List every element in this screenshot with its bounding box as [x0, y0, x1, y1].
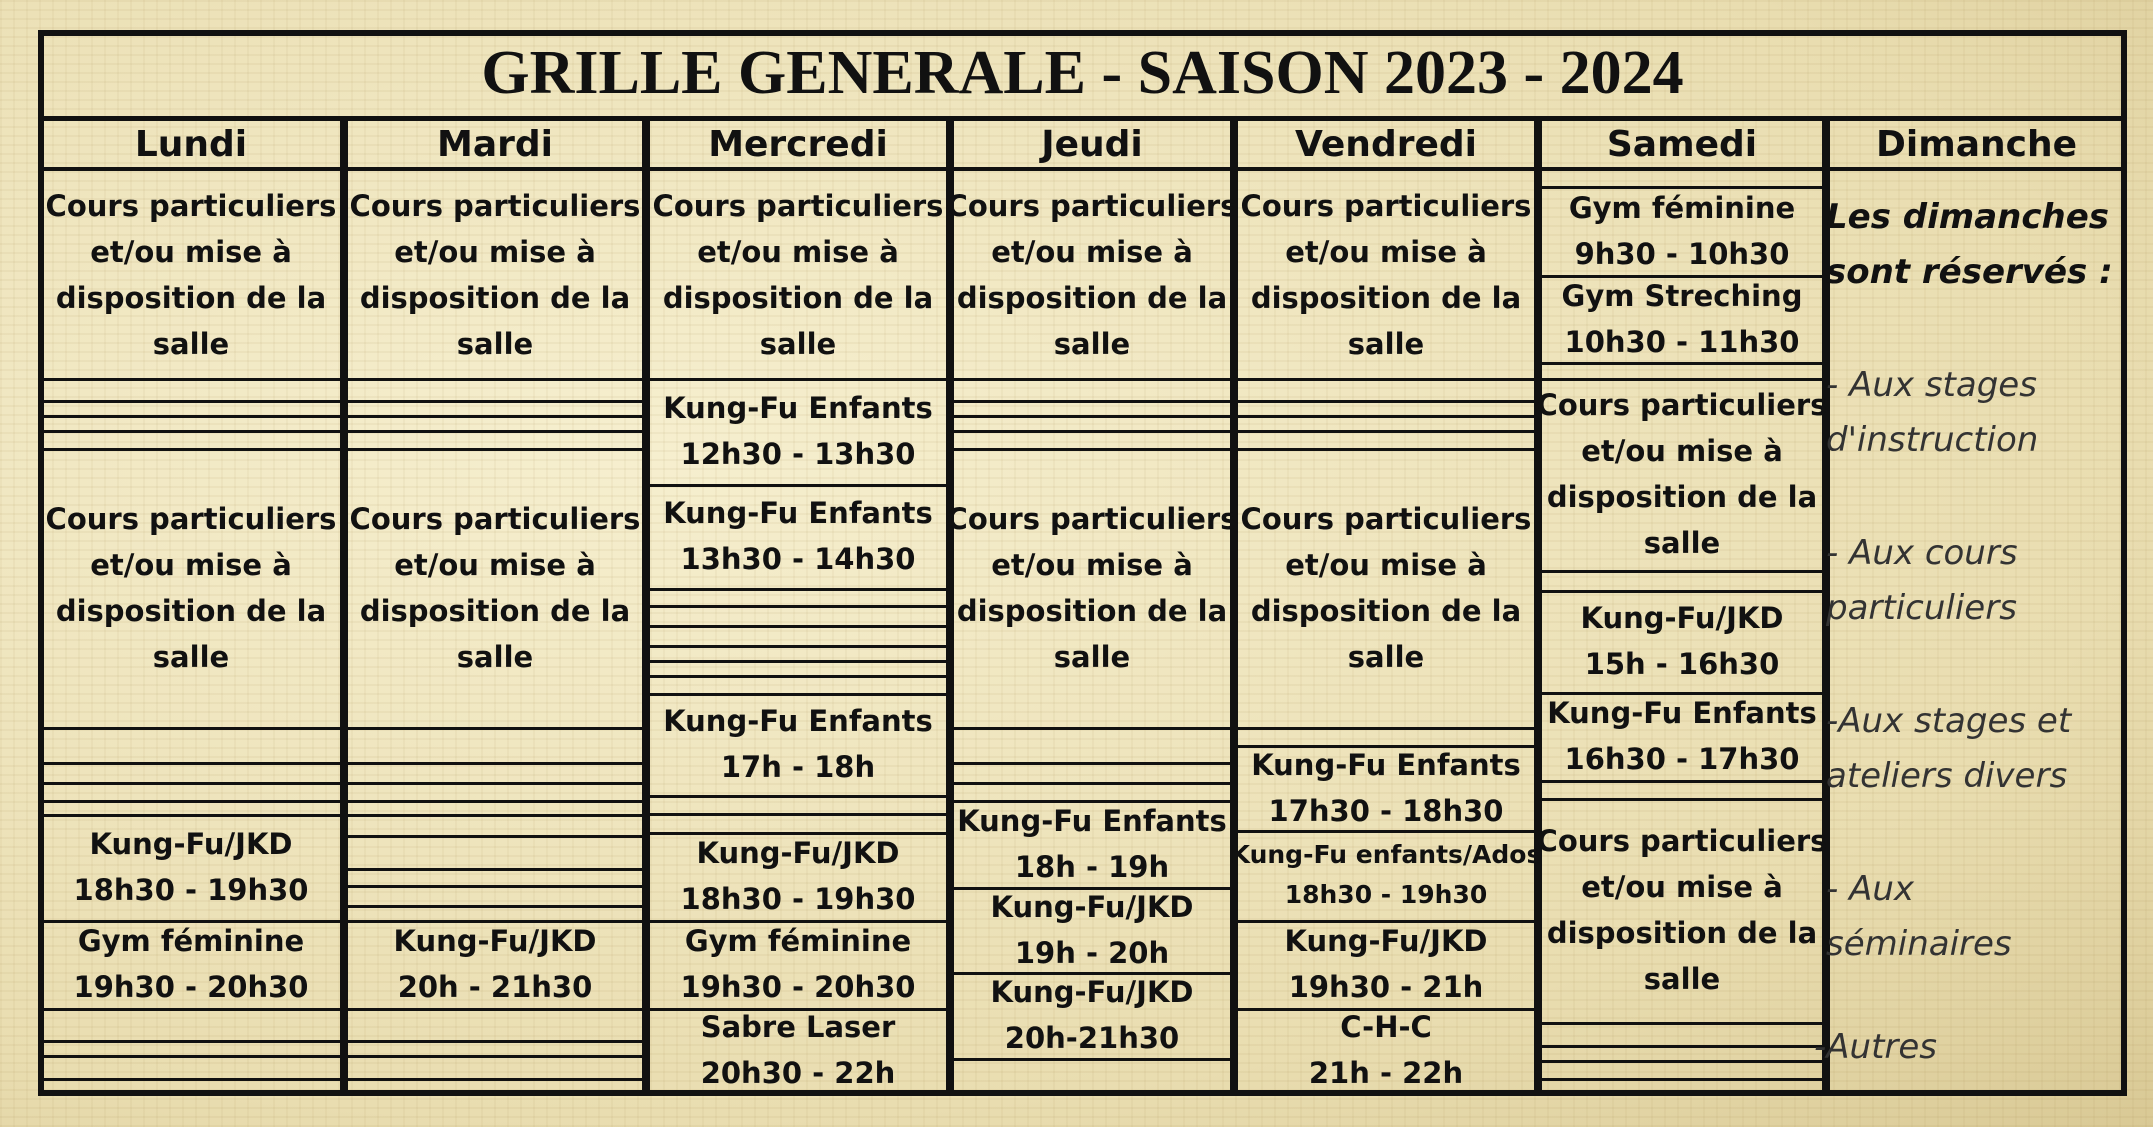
grid-line — [1542, 1045, 1822, 1048]
schedule-slot — [42, 814, 340, 920]
schedule-slot — [1536, 378, 1828, 570]
day-column-jeudi — [946, 171, 1238, 1092]
schedule-slot — [650, 1008, 946, 1092]
grid-line — [954, 415, 1230, 418]
slot-text: disposition de la — [1250, 280, 1522, 315]
grid-line — [954, 782, 1230, 785]
grid-line — [348, 885, 642, 888]
slot-text: Kung-Fu/JKD — [990, 975, 1194, 1009]
slot-text: 12h30 - 13h30 — [680, 437, 916, 471]
schedule-slot — [650, 171, 946, 378]
grid-line — [348, 762, 642, 765]
day-header-vendredi: Vendredi — [1234, 121, 1538, 171]
grid-line — [42, 782, 340, 785]
slot-text: et/ou mise à — [1581, 434, 1783, 468]
grid-line — [348, 400, 642, 403]
slot-text: Kung-Fu Enfants — [1251, 747, 1521, 782]
slot-text: 18h30 - 19h30 — [73, 873, 309, 907]
day-header-mardi: Mardi — [344, 121, 646, 171]
slot-text: 19h30 - 21h — [1288, 970, 1484, 1004]
slot-text: salle — [1643, 962, 1721, 996]
grid-line — [1238, 430, 1534, 433]
sunday-item: - Aux cours particuliers — [1826, 533, 2018, 628]
slot-text: Kung-Fu Enfants — [1547, 696, 1817, 730]
schedule-slot — [1542, 590, 1822, 692]
day-column-lundi — [38, 171, 344, 1092]
grid-line — [954, 400, 1230, 403]
schedule-slot — [946, 171, 1238, 378]
grid-line — [650, 625, 946, 628]
day-header-samedi: Samedi — [1538, 121, 1826, 171]
grid-line — [954, 430, 1230, 433]
slot-text: et/ou mise à — [394, 547, 596, 582]
grid-line — [348, 378, 642, 381]
slot-text: disposition de la — [956, 593, 1228, 628]
slot-text: disposition de la — [55, 593, 327, 628]
grid-line — [348, 1078, 642, 1081]
slot-text: Cours particuliers — [45, 501, 337, 536]
slot-text: salle — [152, 639, 230, 674]
slot-text: salle — [1347, 639, 1425, 674]
schedule-slot — [954, 887, 1230, 972]
slot-text: et/ou mise à — [1285, 547, 1487, 582]
slot-text: Cours particuliers — [1240, 501, 1532, 536]
slot-text: Gym féminine — [684, 924, 912, 958]
grid-line — [348, 835, 642, 838]
slot-text: Kung-Fu/JKD — [393, 924, 597, 958]
slot-text: Kung-Fu/JKD — [990, 889, 1194, 924]
sunday-notes — [1814, 190, 2126, 1075]
slot-text: Gym féminine — [1568, 190, 1796, 225]
grid-line — [650, 675, 946, 678]
grid-line — [42, 762, 340, 765]
slot-text: Cours particuliers — [946, 501, 1238, 536]
sunday-item: -Aux stages et ateliers divers — [1826, 701, 2072, 796]
slot-text: salle — [1643, 526, 1721, 560]
grid-line — [348, 782, 642, 785]
slot-text: salle — [1347, 326, 1425, 361]
grid-line — [1238, 400, 1534, 403]
schedule-slot — [954, 972, 1230, 1058]
slot-text: 20h-21h30 — [1004, 1021, 1180, 1055]
slot-text: 21h - 22h — [1308, 1056, 1464, 1090]
slot-text: Kung-Fu Enfants — [663, 496, 933, 530]
schedule-slot — [42, 448, 340, 727]
grid-line — [348, 814, 642, 817]
grid-line — [42, 430, 340, 433]
slot-text: 19h - 20h — [1014, 935, 1170, 970]
day-column-vendredi — [1230, 171, 1542, 1092]
schedule-slot — [348, 920, 642, 1008]
grid-line — [1542, 1060, 1822, 1063]
schedule-slot — [1238, 745, 1534, 830]
grid-line — [1542, 1078, 1822, 1081]
schedule-slot — [1542, 275, 1822, 362]
slot-text: et/ou mise à — [991, 547, 1193, 582]
day-header-mercredi: Mercredi — [646, 121, 950, 171]
schedule-slot — [348, 171, 642, 378]
slot-text: disposition de la — [1546, 916, 1818, 950]
slot-text: disposition de la — [359, 593, 631, 628]
day-column-mardi — [344, 171, 646, 1092]
grid-line — [650, 645, 946, 648]
day-header-lundi: Lundi — [38, 121, 344, 171]
grid-line — [42, 1040, 340, 1043]
grid-line — [1238, 415, 1534, 418]
slot-text: Cours particuliers — [946, 188, 1238, 223]
sunday-item: - Aux séminaires — [1826, 869, 2012, 964]
slot-text: 20h - 21h30 — [397, 970, 593, 1004]
grid-line — [954, 727, 1230, 730]
grid-line — [650, 605, 946, 608]
grid-line — [42, 1078, 340, 1081]
grid-line — [348, 1055, 642, 1058]
slot-text: 20h30 - 22h — [700, 1056, 896, 1090]
slot-text: 15h - 16h30 — [1584, 647, 1780, 681]
slot-text: Cours particuliers — [652, 188, 944, 223]
slot-text: 19h30 - 20h30 — [73, 970, 309, 1004]
schedule-slot — [42, 920, 340, 1008]
schedule-slot — [1542, 186, 1822, 275]
slot-text: C-H-C — [1340, 1010, 1432, 1044]
slot-text: disposition de la — [956, 280, 1228, 315]
schedule-slot — [1238, 1008, 1534, 1092]
grid-line — [1238, 727, 1534, 730]
schedule-slot — [946, 448, 1238, 727]
slot-text: Kung-Fu Enfants — [957, 803, 1227, 838]
grid-line — [650, 795, 946, 798]
schedule-slot — [42, 171, 340, 378]
day-column-samedi — [1538, 171, 1826, 1092]
sunday-item: - Aux stages d'instruction — [1826, 365, 2039, 460]
sunday-item: -Autres — [1814, 1027, 1938, 1067]
grid-line — [42, 800, 340, 803]
slot-text: Kung-Fu Enfants — [663, 391, 933, 425]
slot-text: salle — [1053, 326, 1131, 361]
grid-line — [1238, 378, 1534, 381]
grid-line — [954, 378, 1230, 381]
slot-text: 17h - 18h — [720, 750, 876, 784]
schedule-slot — [1230, 830, 1542, 920]
slot-text: Cours particuliers — [1240, 188, 1532, 223]
schedule-slot — [1238, 448, 1534, 727]
slot-text: Sabre Laser — [700, 1010, 896, 1044]
slot-text: disposition de la — [1250, 593, 1522, 628]
schedule-slot — [650, 484, 946, 588]
page-title: GRILLE GENERALE - SAISON 2023 - 2024 — [38, 30, 2127, 121]
slot-text: et/ou mise à — [1581, 870, 1783, 904]
slot-text: 19h30 - 20h30 — [680, 970, 916, 1004]
grid-line — [348, 727, 642, 730]
slot-text: 18h30 - 19h30 — [680, 882, 916, 916]
schedule-slot — [1542, 692, 1822, 780]
sunday-intro: Les dimanches sont réservés : — [1826, 197, 2113, 292]
slot-text: disposition de la — [1546, 480, 1818, 514]
schedule-slot — [650, 832, 946, 920]
slot-text: salle — [1053, 639, 1131, 674]
grid-line — [348, 800, 642, 803]
slot-text: et/ou mise à — [697, 234, 899, 269]
grid-line — [348, 415, 642, 418]
slot-text: et/ou mise à — [991, 234, 1193, 269]
grid-line — [348, 1040, 642, 1043]
slot-text: Kung-Fu/JKD — [89, 827, 293, 861]
grid-line — [348, 905, 642, 908]
grid-line — [1542, 570, 1822, 573]
slot-text: et/ou mise à — [1285, 234, 1487, 269]
slot-text: salle — [456, 326, 534, 361]
slot-text: 13h30 - 14h30 — [680, 542, 916, 576]
slot-text: salle — [152, 326, 230, 361]
grid-line — [42, 1055, 340, 1058]
grid-line — [348, 430, 642, 433]
grid-line — [650, 588, 946, 591]
slot-text: disposition de la — [55, 280, 327, 315]
slot-text: Cours particuliers — [1536, 824, 1828, 858]
day-column-mercredi — [646, 171, 950, 1092]
slot-text: Kung-Fu enfants/Ados — [1230, 840, 1542, 869]
slot-text: Cours particuliers — [1536, 388, 1828, 422]
slot-text: 17h30 - 18h30 — [1268, 793, 1504, 828]
slot-text: 16h30 - 17h30 — [1564, 742, 1800, 776]
slot-text: 9h30 - 10h30 — [1574, 236, 1790, 271]
day-header-dimanche: Dimanche — [1826, 121, 2127, 171]
slot-text: 10h30 - 11h30 — [1564, 324, 1800, 359]
slot-text: Kung-Fu/JKD — [1580, 601, 1784, 635]
schedule-slot — [954, 800, 1230, 887]
slot-text: Cours particuliers — [45, 188, 337, 223]
slot-text: Cours particuliers — [349, 501, 641, 536]
day-header-jeudi: Jeudi — [950, 121, 1234, 171]
grid-line — [42, 727, 340, 730]
schedule-slot — [1238, 920, 1534, 1008]
schedule-slot — [348, 448, 642, 727]
grid-line — [650, 660, 946, 663]
slot-text: Kung-Fu/JKD — [696, 836, 900, 870]
slot-text: disposition de la — [359, 280, 631, 315]
slot-text: et/ou mise à — [394, 234, 596, 269]
grid-line — [42, 400, 340, 403]
slot-text: Gym Streching — [1561, 278, 1803, 313]
grid-line — [1542, 1022, 1822, 1025]
slot-text: Cours particuliers — [349, 188, 641, 223]
grid-line — [348, 868, 642, 871]
slot-text: salle — [759, 326, 837, 361]
slot-text: Kung-Fu Enfants — [663, 704, 933, 738]
grid-line — [650, 813, 946, 816]
slot-text: et/ou mise à — [90, 547, 292, 582]
slot-text: 18h - 19h — [1014, 849, 1170, 884]
slot-text: et/ou mise à — [90, 234, 292, 269]
slot-text: Gym féminine — [77, 924, 305, 958]
grid-line — [954, 762, 1230, 765]
slot-text: Kung-Fu/JKD — [1284, 924, 1488, 958]
schedule-slot — [1536, 798, 1828, 1022]
grid-line — [42, 415, 340, 418]
slot-text: salle — [456, 639, 534, 674]
slot-text: 18h30 - 19h30 — [1284, 880, 1488, 909]
grid-line — [42, 378, 340, 381]
slot-text: disposition de la — [662, 280, 934, 315]
schedule-slot — [650, 378, 946, 484]
schedule-slot — [650, 920, 946, 1008]
schedule-slot — [1238, 171, 1534, 378]
schedule-slot — [650, 693, 946, 795]
